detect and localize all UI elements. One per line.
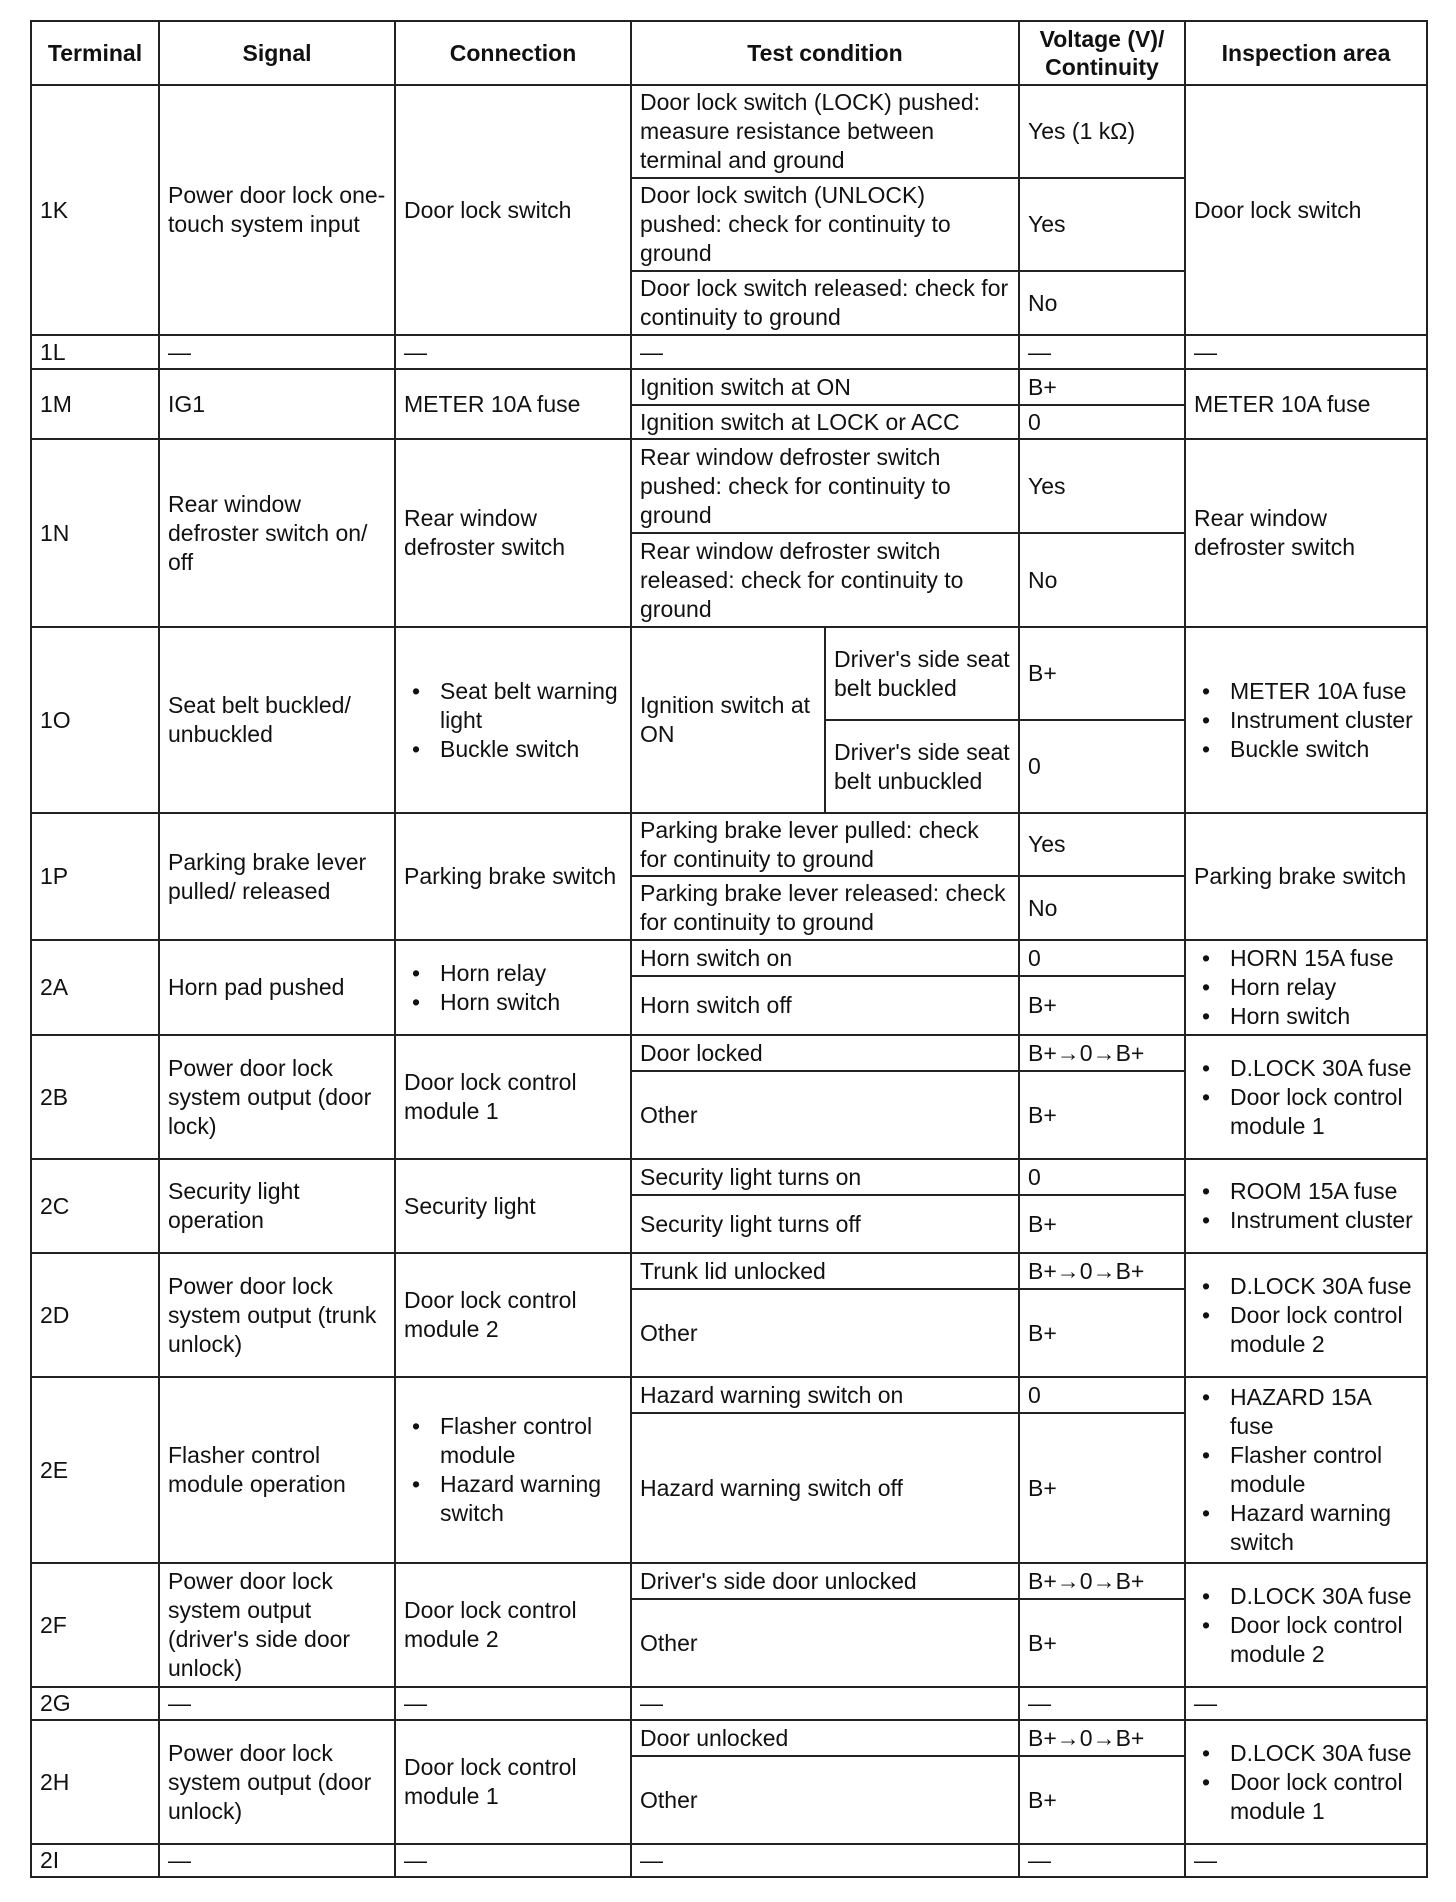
voltage-cell: 0 — [1019, 720, 1185, 813]
test-condition-cell: Hazard warning switch on — [631, 1377, 1019, 1413]
list-item: • Horn relay — [440, 959, 622, 988]
inspection-list — [1194, 1177, 1418, 1235]
table-row-2h — [31, 1720, 1427, 1756]
list-item: • Door lock control module 2 — [1230, 1301, 1418, 1359]
connection-cell: Door lock control module 1 — [395, 1720, 631, 1844]
connection-cell: Door lock control module 1 — [395, 1035, 631, 1159]
inspection-cell: Parking brake switch — [1185, 813, 1427, 940]
voltage-cell: No — [1019, 271, 1185, 335]
terminal-cell: 1K — [31, 85, 159, 335]
voltage-cell: 0 — [1019, 1159, 1185, 1195]
inspection-list — [1194, 1054, 1418, 1141]
list-item: • D.LOCK 30A fuse — [1230, 1054, 1418, 1083]
header-row — [31, 21, 1427, 85]
voltage-cell: Yes — [1019, 439, 1185, 533]
test-condition-cell: — — [631, 1844, 1019, 1877]
test-condition-cell: Parking brake lever released: check for continuity to ground — [631, 876, 1019, 940]
inspection-cell — [1185, 1159, 1427, 1253]
inspection-list — [1194, 1582, 1418, 1669]
header-voltage-continuity: Voltage (V)/ Continuity — [1019, 21, 1185, 85]
inspection-cell — [1185, 1720, 1427, 1844]
test-condition-cell: Hazard warning switch off — [631, 1413, 1019, 1563]
header-connection: Connection — [395, 21, 631, 85]
list-item: • Door lock control module 1 — [1230, 1083, 1418, 1141]
terminal-cell: 1M — [31, 369, 159, 439]
voltage-cell: B+→0→B+ — [1019, 1035, 1185, 1071]
inspection-cell — [1185, 940, 1427, 1035]
connection-cell: Door lock control module 2 — [395, 1563, 631, 1687]
voltage-cell: B+→0→B+ — [1019, 1563, 1185, 1599]
list-item: • Hazard warning switch — [1230, 1499, 1418, 1557]
signal-cell: — — [159, 1844, 395, 1877]
signal-cell: Power door lock system output (trunk unlock) — [159, 1253, 395, 1377]
signal-cell: Seat belt buckled/ unbuckled — [159, 627, 395, 813]
connection-cell: Security light — [395, 1159, 631, 1253]
inspection-cell: — — [1185, 1844, 1427, 1877]
table-row-2i — [31, 1844, 1427, 1877]
table-row-1p — [31, 813, 1427, 876]
inspection-list — [1194, 677, 1418, 764]
table-row-1o — [31, 627, 1427, 720]
terminal-cell: 2F — [31, 1563, 159, 1687]
test-condition-cell: Trunk lid unlocked — [631, 1253, 1019, 1289]
list-item: • Buckle switch — [1230, 735, 1418, 764]
test-condition-cell: Door locked — [631, 1035, 1019, 1071]
list-item: • Horn switch — [440, 988, 622, 1017]
inspection-cell: METER 10A fuse — [1185, 369, 1427, 439]
voltage-cell: Yes — [1019, 178, 1185, 271]
terminal-cell: 2G — [31, 1687, 159, 1720]
signal-cell: — — [159, 335, 395, 369]
test-condition-cell: Horn switch on — [631, 940, 1019, 976]
test-condition-cell: Driver's side seat belt buckled — [825, 627, 1019, 720]
inspection-cell: Rear window defroster switch — [1185, 439, 1427, 627]
connection-cell: — — [395, 1687, 631, 1720]
connection-cell: Parking brake switch — [395, 813, 631, 940]
test-condition-cell: Other — [631, 1071, 1019, 1159]
list-item: • D.LOCK 30A fuse — [1230, 1739, 1418, 1768]
signal-cell: Rear window defroster switch on/ off — [159, 439, 395, 627]
connection-cell — [395, 1377, 631, 1563]
voltage-cell: B+ — [1019, 1599, 1185, 1687]
list-item: • Hazard warning switch — [440, 1470, 622, 1528]
voltage-cell: B+ — [1019, 976, 1185, 1035]
table-row-2a — [31, 940, 1427, 976]
test-condition-main-cell: Ignition switch at ON — [631, 627, 825, 813]
voltage-cell: B+ — [1019, 369, 1185, 405]
connection-cell: — — [395, 335, 631, 369]
connection-list — [404, 959, 622, 1017]
list-item: • HORN 15A fuse — [1230, 944, 1418, 973]
list-item: • HAZARD 15A fuse — [1230, 1383, 1418, 1441]
test-condition-cell: Door unlocked — [631, 1720, 1019, 1756]
voltage-cell: B+ — [1019, 1195, 1185, 1253]
list-item: • D.LOCK 30A fuse — [1230, 1582, 1418, 1611]
voltage-cell: B+→0→B+ — [1019, 1720, 1185, 1756]
list-item: • Horn switch — [1230, 1002, 1418, 1031]
voltage-cell: B+→0→B+ — [1019, 1253, 1185, 1289]
list-item: • ROOM 15A fuse — [1230, 1177, 1418, 1206]
test-condition-cell: Driver's side door unlocked — [631, 1563, 1019, 1599]
test-condition-cell: Ignition switch at LOCK or ACC — [631, 405, 1019, 439]
test-condition-cell: Rear window defroster switch released: check for continuity to ground — [631, 533, 1019, 627]
header-terminal: Terminal — [31, 21, 159, 85]
test-condition-cell: Door lock switch (UNLOCK) pushed: check for continuity to ground — [631, 178, 1019, 271]
inspection-list — [1194, 1272, 1418, 1359]
test-condition-cell: Ignition switch at ON — [631, 369, 1019, 405]
test-condition-cell: Other — [631, 1756, 1019, 1844]
list-item: • Buckle switch — [440, 735, 622, 764]
test-condition-cell: Other — [631, 1599, 1019, 1687]
voltage-cell: Yes — [1019, 813, 1185, 876]
signal-cell: Power door lock system output (driver's side door unlock) — [159, 1563, 395, 1687]
voltage-cell: 0 — [1019, 1377, 1185, 1413]
inspection-cell — [1185, 1253, 1427, 1377]
inspection-cell: — — [1185, 335, 1427, 369]
terminal-cell: 1O — [31, 627, 159, 813]
list-item: • Instrument cluster — [1230, 1206, 1418, 1235]
test-condition-cell: Rear window defroster switch pushed: check for continuity to ground — [631, 439, 1019, 533]
inspection-list — [1194, 1739, 1418, 1826]
terminal-inspection-table — [30, 20, 1428, 1878]
test-condition-cell: Door lock switch released: check for continuity to ground — [631, 271, 1019, 335]
header-inspection-area: Inspection area — [1185, 21, 1427, 85]
table-row-1m — [31, 369, 1427, 405]
test-condition-cell: — — [631, 335, 1019, 369]
voltage-cell: B+ — [1019, 1289, 1185, 1377]
terminal-cell: 2I — [31, 1844, 159, 1877]
test-condition-cell: Security light turns on — [631, 1159, 1019, 1195]
signal-cell: Security light operation — [159, 1159, 395, 1253]
table-row-2d — [31, 1253, 1427, 1289]
signal-cell: Power door lock one-touch system input — [159, 85, 395, 335]
table-row-2g — [31, 1687, 1427, 1720]
list-item: • Horn relay — [1230, 973, 1418, 1002]
terminal-cell: 2C — [31, 1159, 159, 1253]
list-item: • METER 10A fuse — [1230, 677, 1418, 706]
connection-cell: Door lock control module 2 — [395, 1253, 631, 1377]
header-signal: Signal — [159, 21, 395, 85]
connection-list — [404, 677, 622, 764]
table-row-1k — [31, 85, 1427, 178]
terminal-cell: 2D — [31, 1253, 159, 1377]
test-condition-cell: Security light turns off — [631, 1195, 1019, 1253]
voltage-cell: No — [1019, 533, 1185, 627]
signal-cell: Horn pad pushed — [159, 940, 395, 1035]
terminal-cell: 2A — [31, 940, 159, 1035]
table-row-1l — [31, 335, 1427, 369]
test-condition-cell: Horn switch off — [631, 976, 1019, 1035]
page — [30, 20, 1426, 1878]
inspection-cell — [1185, 1377, 1427, 1563]
table-row-2e — [31, 1377, 1427, 1413]
connection-list — [404, 1412, 622, 1528]
voltage-cell: — — [1019, 1687, 1185, 1720]
inspection-cell — [1185, 1563, 1427, 1687]
terminal-cell: 2B — [31, 1035, 159, 1159]
voltage-cell: 0 — [1019, 940, 1185, 976]
voltage-cell: B+ — [1019, 1071, 1185, 1159]
voltage-cell: No — [1019, 876, 1185, 940]
signal-cell: Parking brake lever pulled/ released — [159, 813, 395, 940]
header-test-condition: Test condition — [631, 21, 1019, 85]
terminal-cell: 1P — [31, 813, 159, 940]
list-item: • Flasher control module — [440, 1412, 622, 1470]
list-item: • Flasher control module — [1230, 1441, 1418, 1499]
terminal-cell: 2E — [31, 1377, 159, 1563]
table-row-2c — [31, 1159, 1427, 1195]
connection-cell: METER 10A fuse — [395, 369, 631, 439]
test-condition-cell: Other — [631, 1289, 1019, 1377]
signal-cell: IG1 — [159, 369, 395, 439]
test-condition-cell: — — [631, 1687, 1019, 1720]
inspection-cell: Door lock switch — [1185, 85, 1427, 335]
voltage-cell: Yes (1 kΩ) — [1019, 85, 1185, 178]
connection-cell: Rear window defroster switch — [395, 439, 631, 627]
inspection-list — [1194, 1383, 1418, 1557]
table-row-1n — [31, 439, 1427, 533]
voltage-cell: — — [1019, 1844, 1185, 1877]
terminal-cell: 1L — [31, 335, 159, 369]
signal-cell: Power door lock system output (door lock) — [159, 1035, 395, 1159]
voltage-cell: 0 — [1019, 405, 1185, 439]
connection-cell — [395, 940, 631, 1035]
table-row-2f — [31, 1563, 1427, 1599]
list-item: • D.LOCK 30A fuse — [1230, 1272, 1418, 1301]
inspection-list — [1194, 944, 1418, 1031]
test-condition-cell: Parking brake lever pulled: check for continuity to ground — [631, 813, 1019, 876]
inspection-cell: — — [1185, 1687, 1427, 1720]
signal-cell: Power door lock system output (door unlock) — [159, 1720, 395, 1844]
list-item: • Door lock control module 2 — [1230, 1611, 1418, 1669]
test-condition-cell: Door lock switch (LOCK) pushed: measure resistance between terminal and ground — [631, 85, 1019, 178]
voltage-cell: B+ — [1019, 627, 1185, 720]
signal-cell: Flasher control module operation — [159, 1377, 395, 1563]
inspection-cell — [1185, 627, 1427, 813]
voltage-cell: B+ — [1019, 1413, 1185, 1563]
table-row-2b — [31, 1035, 1427, 1071]
inspection-cell — [1185, 1035, 1427, 1159]
list-item: • Instrument cluster — [1230, 706, 1418, 735]
test-condition-cell: Driver's side seat belt unbuckled — [825, 720, 1019, 813]
terminal-cell: 2H — [31, 1720, 159, 1844]
connection-cell — [395, 627, 631, 813]
connection-cell: Door lock switch — [395, 85, 631, 335]
terminal-cell: 1N — [31, 439, 159, 627]
list-item: • Seat belt warning light — [440, 677, 622, 735]
voltage-cell: — — [1019, 335, 1185, 369]
signal-cell: — — [159, 1687, 395, 1720]
voltage-cell: B+ — [1019, 1756, 1185, 1844]
list-item: • Door lock control module 1 — [1230, 1768, 1418, 1826]
connection-cell: — — [395, 1844, 631, 1877]
